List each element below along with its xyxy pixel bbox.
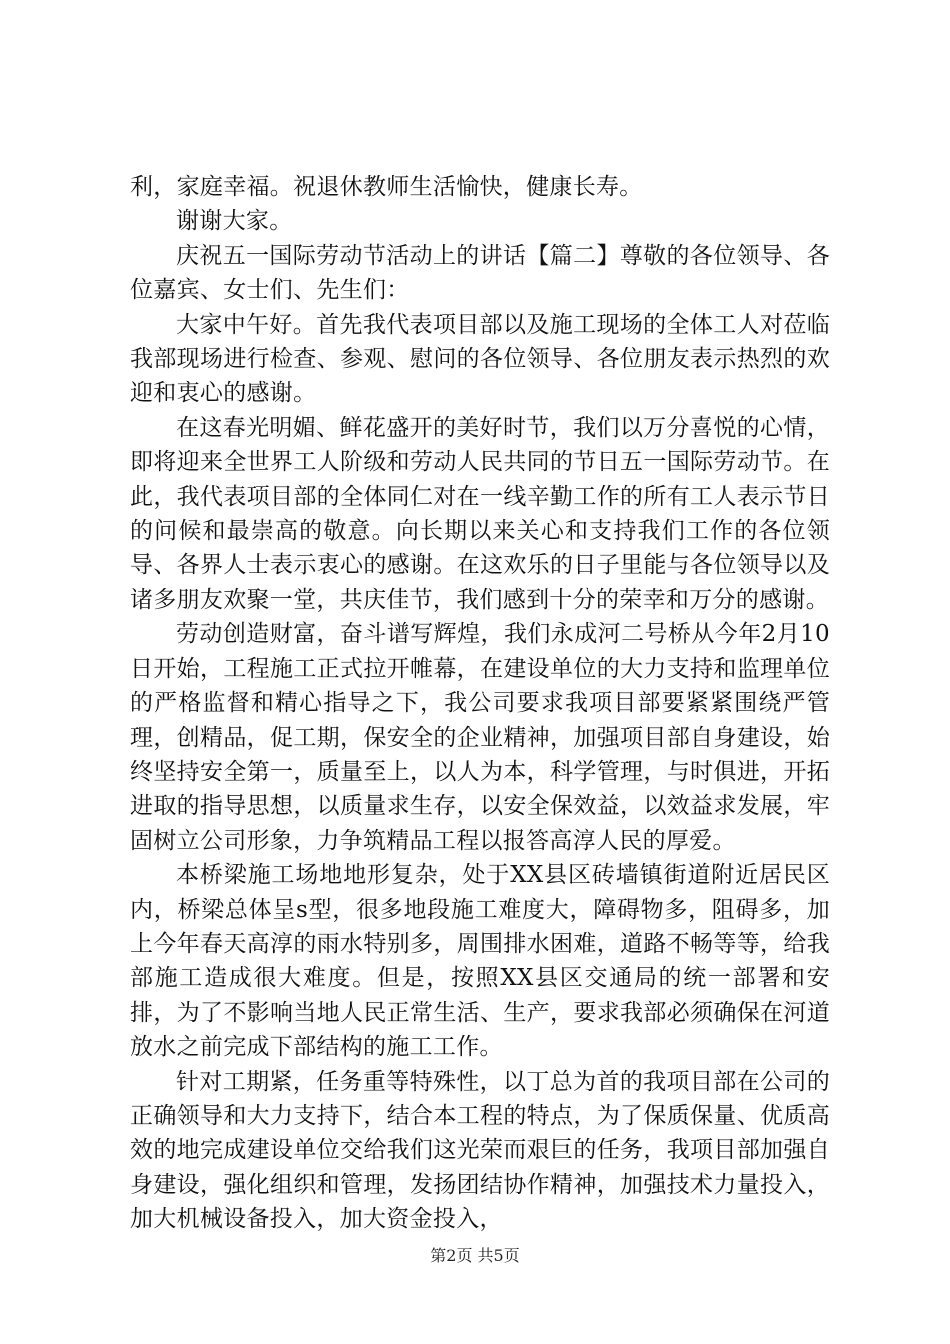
paragraph-measures: 针对工期紧，任务重等特殊性，以丁总为首的我项目部在公司的正确领导和大力支持下，结合本工程的特点，为了保质保量、优质高效的地完成建设单位交给我们这光荣而艰巨的任务，我项目部加强自身建设，强化组织和管理，发扬团结协作精神，加强技术力量投入，加大机械设备投入，加大资金投入， (130, 1068, 830, 1233)
paragraph-site-conditions: 本桥梁施工场地地形复杂，处于XX县区砖墙镇街道附近居民区内，桥梁总体呈s型，很多地段施工难度大，障碍物多，阻碍多，加上今年春天高淳的雨水特别多，周围排水困难，道路不畅等等，给我部施工造成很大难度。但是，按照XX县区交通局的统一部署和安排，为了不影响当地人民正常生活、生产，要求我部必须确保在河道放水之前完成下部结构的施工工作。 (130, 862, 830, 1061)
page-number-footer: 第2页 共5页 (430, 1246, 520, 1265)
paragraph-greeting: 大家中午好。首先我代表项目部以及施工现场的全体工人对莅临我部现场进行检查、参观、慰问的各位领导、各位朋友表示热烈的欢迎和衷心的感谢。 (130, 311, 830, 407)
paragraph-thanks: 谢谢大家。 (176, 208, 293, 235)
paragraph-continuation: 利，家庭幸福。祝退休教师生活愉快，健康长寿。 (130, 174, 643, 200)
paragraph-holiday: 在这春光明媚、鲜花盛开的美好时节，我们以万分喜悦的心情，即将迎来全世界工人阶级和劳动人民共同的节日五一国际劳动节。在此，我代表项目部的全体同仁对在一线辛勤工作的所有工人表示节日的问候和最崇高的敬意。向长期以来关心和支持我们工作的各位领导、各界人士表示衷心的感谢。在这欢乐的日子里能与各位领导以及诸多朋友欢聚一堂，共庆佳节，我们感到十分的荣幸和万分的感谢。 (130, 414, 830, 613)
body-text (130, 170, 830, 1237)
paragraph-project: 劳动创造财富，奋斗谱写辉煌，我们永成河二号桥从今年2月10日开始，工程施工正式拉开帷幕，在建设单位的大力支持和监理单位的严格监督和精心指导之下，我公司要求我项目部要紧紧围绕严管理，创精品，促工期，保安全的企业精神，加强项目部自身建设，始终坚持安全第一，质量至上，以人为本，科学管理，与时俱进，开拓进取的指导思想，以质量求生存，以安全保效益，以效益求发展，牢固树立公司形象，力争筑精品工程以报答高淳人民的厚爱。 (130, 621, 830, 854)
paragraph-speech-heading: 庆祝五一国际劳动节活动上的讲话【篇二】尊敬的各位领导、各位嘉宾、女士们、先生们： (130, 242, 830, 304)
